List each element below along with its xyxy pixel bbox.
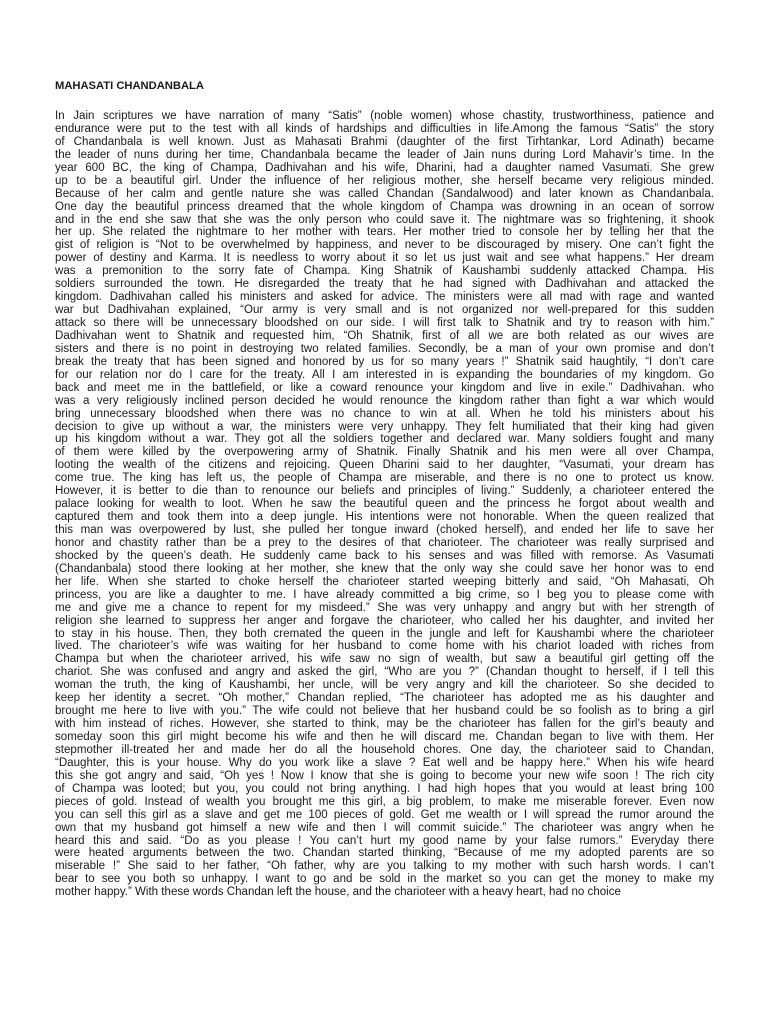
paragraph-line: attack so there will be unnecessary bloodshed on our side. I will first talk to Shatnik and try to reason with him.” — [55, 317, 714, 329]
paragraph-line: me and give me a chance to repent for my misdeed.” She was very unhappy and angry but with her strength of — [55, 601, 714, 614]
paragraph-line: power of destiny and Karma. It is needless to worry about it so let us just wait and see what happens.” Her dream — [55, 252, 714, 265]
paragraph-line: for our relation nor do I care for the treaty. All I am interested in is expanding the boundaries of my kingdom. Go — [55, 368, 714, 381]
paragraph-line: bring unnecessary bloodshed when there was no chance to win at all. When he told his ministers about his — [55, 407, 714, 420]
paragraph-line: someday soon this girl might become his wife and then he will discard me. Chandan began to live with them. Her — [55, 731, 714, 743]
paragraph-line: decision to give up without a war, the ministers were very unhappy. They felt humiliated that their king had given — [55, 420, 714, 433]
document-title: MAHASATI CHANDANBALA — [55, 80, 204, 92]
paragraph-line: war but Dadhivahan explained, “Our army is very small and is not organized nor well-prepared for this sudden — [55, 304, 714, 317]
paragraph-line: woman the truth, the king of Kaushambi, her uncle, will be very angry and kill the charioteer. So she decided to — [55, 679, 714, 692]
paragraph-line: come true. The king has left us, the people of Champa are miserable, and there is no one to protect us know. — [55, 472, 714, 485]
paragraph-line: with him instead of riches. However, she started to think, may be the charioteer has fallen for the girl’s beauty and — [55, 718, 714, 731]
paragraph-line: her life. When she started to choke herself the charioteer started weeping bitterly and said, “Oh Mahasati, Oh — [55, 575, 714, 588]
paragraph-line: of Champa was looted; but you, you could not bring anything. I had high hopes that you would at least bring 100 — [55, 782, 714, 795]
paragraph-line: keep her identity a secret. “Oh mother,” Chandan replied, “The charioteer has adopted me as his daughter and — [55, 692, 714, 705]
paragraph-line: One day the beautiful princess dreamed that the whole kingdom of Champa was drowning in an ocean of sorrow — [55, 200, 714, 213]
paragraph-line: religion she learned to suppress her anger and forgave the charioteer, who called her his daughter, and invited her — [55, 614, 714, 627]
paragraph-line: to stay in his house. Then, they both cremated the queen in the jungle and left for Kaushambi where the charioteer — [55, 627, 714, 640]
paragraph-line: stepmother ill-treated her and made her do all the household chores. One day, the charioteer said to Chandan, — [55, 743, 714, 756]
paragraph-line: was a very religiously inclined person decided he would renounce the kingdom rather than fight a war which would — [55, 394, 714, 407]
paragraph-line: heard this and said. “Do as you please ! You can’t hurt my good name by your false rumors.” Everyday there — [55, 834, 714, 847]
paragraph-line: bear to see you both so unhappy. I want to go and be sold in the market so you can get the money to make my — [55, 873, 714, 886]
paragraph-line: gist of religion is “Not to be overwhelmed by happiness, and never to be discouraged by misery. One can’t fight the — [55, 239, 714, 252]
paragraph-line: honor and chastity rather than be a prey to the desires of that charioteer. The charioteer was really surprised and — [55, 536, 714, 549]
document-body — [55, 110, 714, 899]
paragraph-line: were heated arguments between the two. Chandan started thinking, “Because of me my adopted parents are so — [55, 847, 714, 860]
paragraph-line: up his kingdom without a war. They got all the soldiers together and declared war. Many soldiers fought and many — [55, 433, 714, 446]
paragraph-line: However, it is better to die than to renounce our beliefs and principles of living.” Suddenly, a charioteer entered the — [55, 485, 714, 498]
paragraph-line: looting the wealth of the citizens and rejoicing. Queen Dharini said to her daughter, “Vasumati, your dream has — [55, 459, 714, 472]
paragraph-line: sisters and there is no point in destroying two related families. Secondly, be a man of your own promise and don’t — [55, 342, 714, 355]
paragraph-line: the leader of nuns during her time, Chandanbala became the leader of Jain nuns during Lord Mahavir’s time. In the — [55, 148, 714, 161]
paragraph-line: own that my husband got himself a new wife and then I will commit suicide.” The charioteer was angry when he — [55, 821, 714, 834]
paragraph-line: year 600 BC, the king of Champa, Dadhivahan and his wife, Dharini, had a daughter named Vasumati. She grew — [55, 161, 714, 174]
paragraph-line: break the treaty that has been signed and honored by us for so many years !” Shatnik said haughtily, “I don’t care — [55, 355, 714, 368]
paragraph-line: soldiers surrounded the town. He disregarded the treaty that he had signed with Dadhivahan and attacked the — [55, 278, 714, 291]
paragraph-line: this she got angry and said, “Oh yes ! Now I know that she is going to become your new wife soon ! The rich city — [55, 769, 714, 782]
paragraph-line: mother happy.” With these words Chandan left the house, and the charioteer with a heavy heart, had no choice — [55, 886, 621, 899]
paragraph-line: this man was overpowered by lust, she pulled her tongue inward (choked herself), and ended her life to save her — [55, 524, 714, 536]
paragraph-line: In Jain scriptures we have narration of many “Satis” (noble women) whose chastity, trustworthiness, patience and — [55, 110, 714, 122]
paragraph-line: captured them and took them into a deep jungle. His intentions were not honorable. When the queen realized that — [55, 511, 714, 524]
paragraph-line: of Chandanbala is well known. Just as Mahasati Brahmi (daughter of the first Tirhtankar, Lord Adinath) became — [55, 135, 714, 148]
paragraph-line: Champa but when the charioteer arrived, his wife saw no sign of wealth, but saw a beautiful girl getting off the — [55, 653, 714, 666]
paragraph-line: miserable !” She said to her father, “Oh father, why are you talking to my mother with such harsh words. I can’t — [55, 860, 714, 873]
paragraph-line: was a premonition to the sorry fate of Champa. King Shatnik of Kaushambi suddenly attacked Champa. His — [55, 265, 714, 278]
paragraph-line: Dadhivahan went to Shatnik and requested him, “Oh Shatnik, first of all we are both related as our wives are — [55, 329, 714, 342]
paragraph-line: brought me here to live with you.” The wife could not believe that her husband could be so foolish as to bring a girl — [55, 705, 714, 718]
paragraph-line: palace looking for wealth to loot. When he saw the beautiful queen and the princess he forgot about wealth and — [55, 498, 714, 511]
paragraph-line: kingdom. Dadhivahan called his ministers and asked for advice. The ministers were all mad with rage and wanted — [55, 291, 714, 304]
paragraph-line: princess, you are like a daughter to me. I have already committed a big crime, so I beg you to please come with — [55, 588, 714, 601]
paragraph-line: up to be a beautiful girl. Under the influence of her religious mother, she herself became very religious minded. — [55, 174, 714, 187]
paragraph-line: pieces of gold. Instead of wealth you brought me this girl, a big problem, to make me miserable forever. Even now — [55, 795, 714, 808]
paragraph-line: of them were killed by the overpowering army of Shatnik. Finally Shatnik and his men were all over Champa, — [55, 446, 714, 459]
paragraph-line: lived. The charioteer’s wife was waiting for her husband to come home with his chariot loaded with riches from — [55, 640, 714, 653]
paragraph-line: endurance were put to the test with all kinds of hardships and difficulties in life.Among the famous “Satis” the story — [55, 122, 714, 135]
paragraph-line: Because of her calm and gentle nature she was called Chandan (Sandalwood) and later known as Chandanbala. — [55, 187, 714, 200]
paragraph-line: chariot. She was confused and angry and asked the girl, “Who are you ?” (Chandan thought to herself, if I tell this — [55, 666, 714, 679]
paragraph-line: her up. She related the nightmare to her mother with tears. Her mother tried to console her by telling her that the — [55, 226, 714, 239]
paragraph-line: you can sell this girl as a slave and get me 100 pieces of gold. Get me wealth or I will spread the rumor around the — [55, 808, 714, 821]
paragraph-line: “Daughter, this is your house. Why do you work like a slave ? Eat well and be happy here.” When his wife heard — [55, 756, 714, 769]
paragraph-line: back and meet me in the battlefield, or like a coward renounce your kingdom and live in exile.” Dadhivahan. who — [55, 381, 714, 394]
paragraph-line: shocked by the queen’s death. He suddenly came back to his senses and was filled with remorse. As Vasumati — [55, 549, 714, 562]
paragraph-line: (Chandanbala) stood there looking at her mother, she knew that the only way she could save her honor was to end — [55, 562, 714, 575]
paragraph-line: and in the end she saw that she was the only person who could save it. The nightmare was so frightening, it shook — [55, 213, 714, 226]
